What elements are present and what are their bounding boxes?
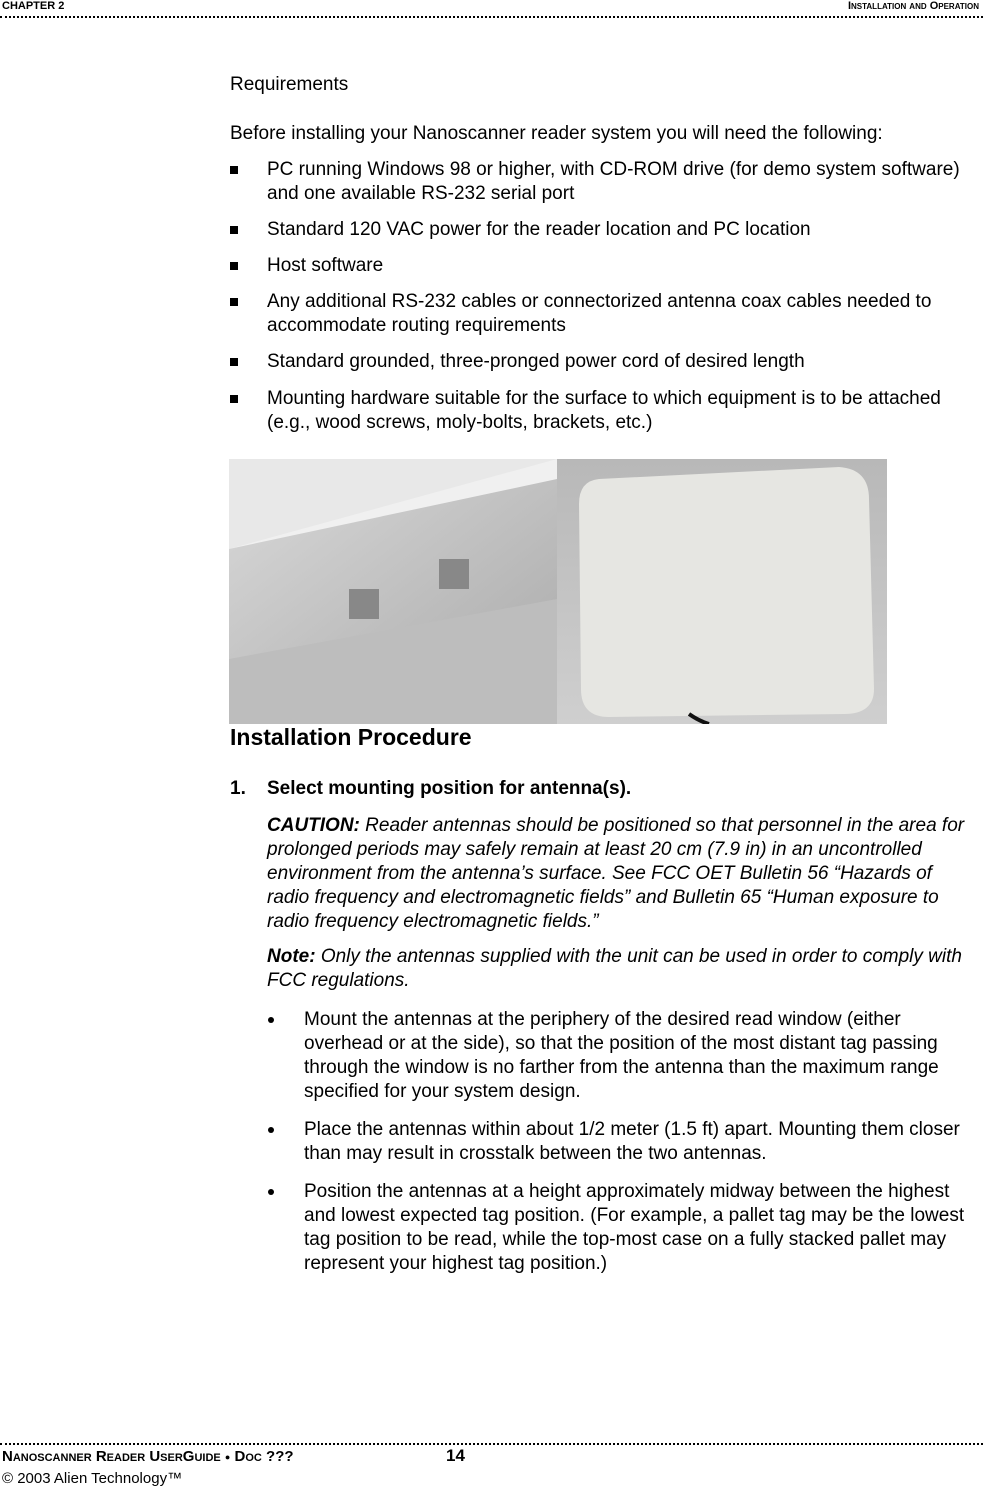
step-title: Select mounting position for antenna(s).: [267, 778, 632, 799]
antenna-port: [349, 589, 379, 619]
caution-text: CAUTION: Reader antennas should be positioned so that personnel in the area for prolonged periods may safely remain at least 20 cm (7.9 in) in an uncontrolled environment from the antenna’s surface. See FCC OET Bulletin 56 “Hazards of radio frequency and electromagnetic fields” and Bulletin 65 “Human exposure to radio frequency electromagnetic fields.”: [267, 815, 965, 932]
note-text: Note: Only the antennas supplied with the unit can be used in order to comply with FCC regulations.: [267, 946, 962, 991]
header-chapter: CHAPTER 2: [2, 0, 65, 12]
step-number: 1.: [230, 778, 246, 799]
intro-text: Before installing your Nanoscanner reader system you will need the following:: [230, 123, 883, 144]
header-rule: [0, 16, 983, 18]
patch-antenna: [579, 467, 874, 717]
document-page: CHAPTER 2 Installation and Operation Requirements Before installing your Nanoscanner reader system you will need the following: PC running Windows 98 or higher, with CD-ROM drive (for demo system software) and one available RS-232 serial port Standard 120 VAC power for the reader location and PC location Host software Any additional RS-232 cables or connectorized antenna coax cables needed to accommodate routing requirements Standard grounded, three-pronged power cord of desired length Mounting hardware suitable for the surface to which equipment is to be attached (e.g., wood screws, moly-bolts, brackets, etc.) Installation Procedure 1. Select mounting position for antenna(s). CAUTION: Reader antennas should be positioned so that personnel in the area for prolonged periods may safely remain at least 20 cm (7.9 in) in an uncontrolled environment from the antenna’s surface. See FCC OET Bulletin 56 “Hazards of radio frequency and electromagnetic fields” and Bulletin 65 “Human exposure to radio frequency electromagnetic fields.” Note: Only the antennas supplied with the unit can be used in order to comply with FCC regulations. Mount the antennas at the periphery of the desired read window (either overhead or at the side), so that the position of the most distant tag passing through the window is no farther from the antenna than the maximum range specified for your system design. Place the antennas within about 1/2 meter (1.5 ft) apart. Mounting them closer than may result in crosstalk between the two antennas. Position the antennas at a height approximately midway between the highest and lowest expected tag position. (For example, a pallet tag may be the lowest tag position to be read, while the top-most case on a fully stacked pallet may represent your highest tag position.) Nanoscanner Reader UserGuide ● Doc ??? 14 © 2003 Alien Technology™: [0, 0, 983, 1497]
copyright: © 2003 Alien Technology™: [2, 1470, 183, 1487]
page-number: 14: [446, 1446, 465, 1465]
footer-title: Nanoscanner Reader UserGuide ● Doc ???: [2, 1448, 294, 1465]
reader-and-antenna-photo: [229, 459, 887, 724]
footer-rule: [0, 1443, 983, 1445]
antenna-port: [439, 559, 469, 589]
header-section: Installation and Operation: [847, 0, 979, 12]
section-title: Requirements: [230, 74, 349, 95]
procedure-title: Installation Procedure: [230, 724, 472, 750]
